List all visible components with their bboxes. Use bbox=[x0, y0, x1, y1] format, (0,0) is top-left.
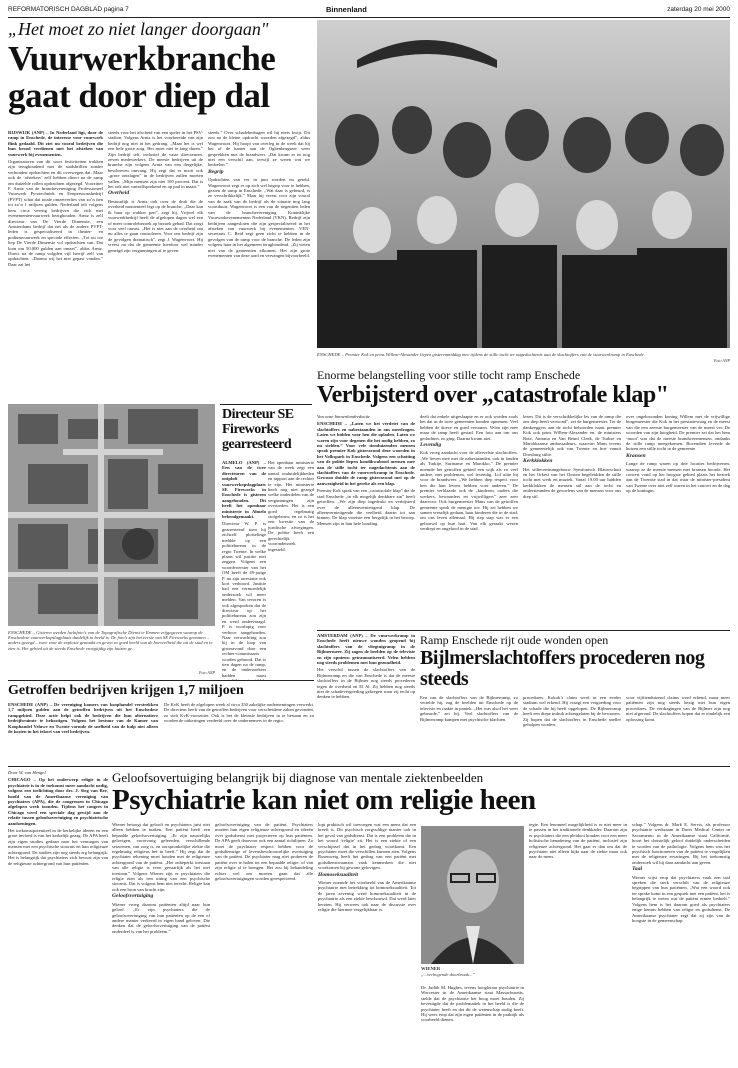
section-name: Binnenland bbox=[326, 5, 367, 14]
photo-top-credit: Foto ANP bbox=[713, 358, 730, 363]
photo-wiener bbox=[421, 826, 524, 964]
director-body-2: Het openbaar ministerie van de week zegt een aantal onduidelijkheden en rapport aan de rechter te zijn. Het ministerie heeft nog niet gezegd welke onderdelen van de vergunningen zijn overtreden. Het is een goed regelmatig stofgebouw, en zo is het een kwestie van de juridische afwegingen. De politie heeft een gerechtelijk vooronderzoek ingesteld. bbox=[268, 460, 314, 552]
ramp-col-3 bbox=[523, 695, 621, 763]
psych-col-2 bbox=[215, 822, 313, 1060]
wiener-caption-text: „...verbogende doorbraak...” bbox=[421, 972, 475, 977]
director-body: Directeur W. P. is gearresteerd toen hij zichzelf plotselinge meldde op een politiebureau in de regio Twente. In welke plaats wil justitie niet zeggen. Volgens een woordvoerster van het OM heeft de 49-jarige P. na zijn arrestatie ook kort verhoord. Justitie had een vermoedelijk onderzoek wil meer melden. Van tevoren is ook afgesproken dat de directeur op het politiebureau zou zijn en werd ondervraagd. P. is voorlopig voor verhoor aangehouden. Naar verwachting zou hij in de loop van gisteravond door een rechter-commissaris worden gehoord. Dat is tien dagen na de ramp, en de onderzoekers hadden naast bbox=[222, 521, 266, 678]
tocht-byline: Van onze binnenlandredactie bbox=[317, 414, 371, 419]
wennekes-byline: Door W. van Hengel bbox=[8, 770, 46, 775]
aerial-photo-image bbox=[8, 404, 215, 626]
tocht-body-4: over ongekroonden koning Willem met de vrijwillige burgemeester die Kok in het prestatievraag en de meest van die een zeerste burgemeester van de meest ver. De woorden van zijn hoogheid. De premier zei dat het hem ‘mooi’ was dat de meeste brandweermensen, ondanks de stille ramp meegekomen. Bovendien leverde de huizen een stille tocht in de gemeente. bbox=[626, 414, 730, 452]
tocht-body-2b: Kok vroeg aandacht voor de allervelste slachtoffers. „We lieven mee met de nabestaanden, ook in landen als Turkije, Suriname en Marokko.” De premier noemde het getroffen gebied een wijk als vo veel andere, met problemen, wel levendig. Lof uitte hij voor de brandweer. „We hebben diep respect voor hen die hun levens hebben voor anderen.” De premier verklaarde ook de „kinderen, ouders die werkers, bewaarders en vrijwilligers” zeer zeer daarvoor. Ook burgemeester Mans van de getroffen gemeente sprak de menigte toe. Hij zei hebben we samen vreselijk gedaan, haar kinderen die in de stad, om ons leven allemaal. Hij riep stap was er een gebouwd op hun hart. Van elk geraakt wezen verdiept en ongelood in de stad. bbox=[420, 450, 518, 532]
ramp-body-2: Een van de slachtoffers van de Bijlmerramp, zo vertelde hij, zag de beelden uit Enschede op de televisie en raakte in paniek. „Het was alsof het weer gebeurde,” zei hij. Veel slachtoffers van de Bijlmerramp kampen met psychische klachten. bbox=[420, 695, 518, 722]
main-lead: RIJSWIJK (ANP) – In Nederland ligt, door de ramp in Enschede, de interesse voor vuurwerk flink gedaald. Dit ziet nu vooral bedrijven die hun brood verdienen met het afsteken van vuurwerk bij evenementen. bbox=[8, 130, 103, 157]
main-col-1 bbox=[8, 130, 103, 400]
getroffen-headline: Getroffen bedrijven krijgen 1,7 miljoen bbox=[8, 683, 244, 698]
ramp-body-1b: Het verschil tussen de slachtoffers van de Bijlmerramp en die van Enschede is dat de meeste slachtoffers in de Bijlmer nog steeds procederen tegen de overheid en El Al. Zij hebben nog steeds niet de schadevergoeding gekregen waar zij recht op denken te hebben. bbox=[317, 667, 415, 700]
photo-top-caption: ENSCHEDE – Premier Kok en prins Willem-Alexander liepen gisterenmiddag mee tijdens de stille tocht ter nagedachtenis aan de slachtoffers van de vuurwerkramp in Enschede. bbox=[317, 352, 645, 357]
director-col-2 bbox=[268, 460, 314, 680]
getroffen-col-1 bbox=[8, 702, 158, 764]
main-body-2b: Bestuurlijk is Arntz ook over de druk die de overheid momenteel legt op de branche. „Daar kan ik haar op wakker pen”, zegt hij. Vrijwel elk vuurwerkbedrijf heeft de afgelopen dagen wel een of meer controlebezoek op bezoek gehad. Dat zorgt voor veel onrust. „Het is niet aan de overheid om nu alles te gaan controleren. Voor ons bedrijf zijn de gevolgen dramatisch”, zegt J. Wagenvoort. Hij vreest nu dat de gemeente hierdoor wel minder geneigd zijn vergunningen af te geven. bbox=[108, 198, 203, 253]
main-body-3b: Opdrachten van ver in juni worden nu geteld. Wagenvoort zegt er op zich wel begrip voor te hebben, gezien de ramp in Enschede. „Wat daar is gebeurd, is ze verschrikkelijk.” Maar hij vreest voor zijn vooral van de zaak van de bedrijf als de situatie nog lang voortduurt. Wagenvoort is een van de negentien leden van de branchevereniging Koninklijke Vuurwerkevenementen Nederland (VKN). Bedrijf zijn bedrijven aangesloten die zijn gespecialiseerd in het afsteken van vuurwerk bij evenementen. VEN-secretaris C. Reid zegt geen zicht te hebben in de gevolgen van de ramp voor de branche. De leden zijn volgens haar in het algemeen terughoudend. „Zij weten niet van de gemeenten afkomen. Het zijn grote evenementen van deze aard en vervangen bijvoorbeeld. bbox=[208, 177, 310, 258]
tocht-col-4 bbox=[626, 414, 730, 626]
tocht-col-1 bbox=[317, 414, 415, 626]
photo-stille-tocht bbox=[317, 20, 730, 348]
getroffen-body-1: ENSCHEDE (ANP) – De vereniging kamers van koophandel verstrekken 1,7 miljoen gulden aan de getroffen bedrijven uit het Enschedese rampgebied. Deze actie helpt ook de bedrijven die hun alternatieve bedrijfsruimte te bekostigen. Volgens het bestuur van de Kamer van Koophandel Veluwe en Twente vormde de snelheid van de hulp niet alleen de kosten in het tekort van veel bedrijven. bbox=[8, 702, 158, 735]
tocht-col-2 bbox=[420, 414, 518, 626]
psych-kicker: Geloofsovertuiging belangrijk bij diagnose van mentale ziektenbeelden bbox=[112, 770, 484, 785]
wennekes-lead: CHICAGO – Op het onderwerp religie in de psychiatrie is in de toekomst meer aandacht nodig, volgens een toelichting door drs. J. Sieg van Ree, hoofd van de Amerikaanse vereniging van psychiaters (APA), die de congressen in Chicago afgelopen week toonden. Tijdens het congres in Chicago werd een speciale dag gewijd aan de relatie tussen geloofsovertuiging en psychiatrische aandoeningen. bbox=[8, 777, 108, 826]
getroffen-rule bbox=[8, 680, 314, 681]
subhead-levendig: Levendig bbox=[420, 442, 442, 449]
ramp-col-4 bbox=[626, 695, 730, 763]
tocht-lead: ENSCHEDE – „Laten we het verdriet van de slachtoffers en nabestaanden in ons meedragen. Laten we bidden voor hen die opladen. Laten we waren zijn voor degenen die het nodig hebben, zo nu stelden.” Voor vele tienduizenden mensen sprak premier Kok gisteravond deze woorden in het Volkspark in Enschede. Volgens een schatting van de politie liepen kondikwabood mensen mee aan de stille tocht ter nagedachtenis aan de slachtoffers van de vuurwerkramp in Enschede. Gewoon duidde de ramp gisteravond met op de aanwezigheid in het gereke als een klap. bbox=[317, 421, 415, 486]
ramp-body-4: voor vijftienduizend claims werd erkend, maar meer patiënten zijn nog steeds bezig met hun eigen procedures. De verdragingen van de Bijlmer zijn nog niet afgerond. De slachtoffers hopen dat er eindelijk een oplossing komt. bbox=[626, 695, 730, 722]
ramp-body-3: procedures. Kokok’s claim werd in een eerder stadium wel erkend. Hij vraagt een vergoeding voor de schade die hij heeft opgelopen. De Bijlmerramp heeft een diepe indruk achtergelaten bij de bewoners. Zij hopen dat de slachtoffers in Enschede sneller geholpen worden. bbox=[523, 695, 621, 728]
main-body-1: Organisatoren van dit soort festiviteiten trokken zijn terughoudend met de stadsbrillen zonder verbonden opdrachten en dit overwegen dat. Maar ook de ‘afstekers’ zelf hebben direct na de ramp om duizelde rollen opdrachten afgezegd. Voorzitter F. Arntz van de branchevereniging Professioneel Vuurwerk Pyrotechniek en Eenpersoonsbedrijf (PVPT) schat dat totale omzetverlies van zo’n tien tot zo’n 1 miljoen gulden. Nederland telt volgens hem circa veertig bedrijven die zich met evenementenvuurwerk bezighouden. Arntz is zelf directeur van De Vierde Dimensie, een Amsterdams bedrijf dat net als de andere PVPT-leden is gespecialiseerd in theater- en podiumvuurwerk en speciale effecten. „Tot nu toe liep De Vierde Dimensie vol opdrachten van. Dat loon om 50.000 gulden aan omzet”, aldus Arntz. Direct na de ramp volgden vijf herrijf zelf van opdrachten. „Daarna wij het niet gepast vonden.” Daar zat het bbox=[8, 159, 103, 267]
director-headline: Directeur SE Fireworks gearresteerd bbox=[222, 407, 294, 452]
getroffen-col-2 bbox=[164, 702, 314, 764]
psych-body-4b: Dr. Judith M. Hughes, tevens hoogleraar psychiatrie in Worcester in de Amerikaanse staat Massachusetts, stelde dat de psychiatrie het hoog moet houden. Zij bevestigde dat de problematiek in het beeld is die de psychiater heeft en dat dit de wetenschap nodig heeft. Hij wees erop dat zijn eigen patiënten in de praktijk als voorbeeld dienen. bbox=[421, 985, 524, 1023]
wiener-portrait-image bbox=[421, 826, 524, 964]
psych-col-4a bbox=[421, 985, 524, 1060]
crowd-photo-image bbox=[317, 20, 730, 348]
subhead-overheid: Overheid bbox=[108, 190, 130, 197]
tocht-body-3b: Het stiltecentrumgebouw Symfonisch Blauwschuit en het Orkest van het Oosten begeleidden de stille tocht met werk en muziek. Vanaf 19.00 uur luidden kerkklokken de mensen stil aan de tocht en ondersteunden de gevoelens van de mensen voor ons diep stil. bbox=[523, 466, 621, 499]
psych-body-2: geloofsovertuiging van de patiënt. Psychiaters moeten hun eigen religieuze achtergrond en ideeën over godsdienst niet projecteren op hun patiënten. De APA geeft daarvoor ook een aantal richtlijnen. Zo moet de psychiater respect hebben voor de godsdienstige of levensbeschouwelijke overtuiging van de patiënt. De psychiater mag niet proberen de patiënt over te halen tot een bepaalde religie, of van zijn religie af te brengen. Het zou bij behandeling echter wel om moeten gaan dat alle geloofsovertuigingen worden gerespecteerd. bbox=[215, 822, 313, 882]
psych-body-1: Wiener betoogt dat gelooft en psychiaters juist niet alleen hebben te maken. Een patiënt heeft een bepaalde geloofsovertuiging. „Er zijn nauwelijks gelovigen, voortvarig geleerden, verschillende seizoenen, van zorg is, en oorspronkelijke ziekte die regelmatig religieus het in heeft.” Hij zegt dat de psychiater rekening moet houden met de religieuze achtergrond van de patiënt. „Het onbeperkt toestaan van alle religie is even gevaarlijk als het niet toestaan.” Volgens Wiener zijn er psychiaters die religie zien als een uiting van een psychische stoornis. Dat is volgens hem niet terecht. Religie kan ook een bron van kracht zijn. bbox=[112, 822, 210, 892]
tocht-body-3: lezen. Dit is de verschrikkelijke les van de ramp die ons diep heeft verwond”, zei de burgemeester. Tot de dankzeggers aan de tocht behoorden naast premier Kok ook prins Willem-Alexander en, de ministers Bote, Antonia en Van Beunl Cleek, de Turkse en Marokkaanse ambassadeurs, waarvan Mans tevens de gemeentelijk ook van Twente en hoe vanuit Doesburg stilte. bbox=[523, 414, 621, 457]
main-body-3: steeds.” Over schadebedragen wil hij niets kwijt. Dit zou na de kleine opdracht woorden afgezegd”, aldus Wagenvoort. Hij hoopt van overleg in de week dat hij het of de kamer aan de Ogbenbrugseer weer gesprekken met de brandweer. „Dat kwam er zo nog niet een verschil aan, terwijl ze weten wat we bedoelen.” bbox=[208, 130, 310, 168]
psych-body-5: schap.” Volgens dr. Mark E. Servis, als professor psychiatrie werkzaam in Davis Medical Center in Sacramento in de Amerikaanse staat Californië, hoort het christelijk geloof duidelijk onderscheiden te worden van de pathologie. Volgens hem was het psychisch functioneren van de patiënt te vergelijken met de religieuze ervaringen. Bij het toekomstig onderzoek wil hij daar aandacht aan geven. bbox=[632, 822, 730, 865]
subhead-taal: Taal bbox=[632, 866, 643, 873]
wiener-caption-name: WIENER bbox=[421, 966, 441, 971]
psych-col-4 bbox=[529, 822, 627, 1060]
ramp-kicker: Ramp Enschede rijt oude wonden open bbox=[420, 633, 609, 647]
getroffen-body-2: De KvK heeft de afgelopen week al circa 350 zakelijke ondernemingen verwerkt. De directeur heeft van de getroffen bedrijven voor verscheidene zaken gevonden, zo stelt KvK-voorzitter. Ook is het de kleinste bedrijven in te bestaan en zo worden de uitkeringen verdeeld over de ondernemers in de regio. bbox=[164, 702, 314, 724]
tocht-col-3 bbox=[523, 414, 621, 626]
tocht-headline: Verbijsterd over „catastrofale klap" bbox=[317, 382, 669, 408]
paper-name: REFORMATORISCH DAGBLAD pagina 7 bbox=[8, 6, 129, 13]
ramp-rule bbox=[317, 630, 730, 631]
subhead-kransen: Kransen bbox=[626, 452, 646, 459]
main-headline-line2: gaat door diep dal bbox=[8, 76, 270, 115]
director-lead: ALMELO (ANP) – Een van de twee directeuren van de ontploft vuurwerkopslagplaats SE Fireworks in Enschede is gisteren aangehouden. Dit heeft het openbaar ministerie in Almelo bekendgemaakt. bbox=[222, 460, 266, 520]
subhead-kerkklokken: Kerkklokken bbox=[523, 458, 553, 465]
photo-aerial bbox=[8, 404, 215, 626]
psych-body-3: lopt praktisch wil toevoegen wat een mens dat een kreeft is. Dit psychisch zorgvuldige manier ook in het geval van godsdienst. Dat is een probleem die in het woord ‘religie’ zit. Het is een ziekte of een verschijnsel dat in het gedrag voortkomt. Een psychiater moet die verschillen kunnen zien. Volgens Rosenweig heeft het gedrag van een patiënt met godsdienstwaanzin vaak kenmerken die niet voorkomen bij gewone gelovigen. bbox=[318, 822, 416, 871]
ramp-col-2 bbox=[420, 695, 518, 763]
psych-col-1 bbox=[112, 822, 210, 1060]
tocht-kicker: Enorme belangstelling voor stille tocht ramp Enschede bbox=[317, 368, 581, 382]
tocht-body-1b: Premier Kok sprak van een „catastrofale klap” die de stad Enschede „in elk mogelijk denkbare zin” heeft getroffen. „We zijn diep ingedrukt en verbijsterd over de alleenvernietigend klap. De alleenvernietigende die veelheid daarin tot aan binnen. De klap vereiste een hergelijk in het beroep. Mensen zijn in hun hele houding. bbox=[317, 488, 415, 526]
ramp-col-1 bbox=[317, 633, 415, 763]
main-col-2 bbox=[108, 130, 203, 400]
ramp-lead: AMSTERDAM (ANP) – De vuurwerkramp in Enschede heeft nieuwe wonden geopend bij slachtoffers van de vliegtuigramp in de Bijlmermeer. Zij zagen de beelden op de televisie en zijn opnieuw getraumatiseerd. Velen hebben nog steeds problemen met hun gezondheid. bbox=[317, 633, 415, 666]
wennekes-col bbox=[8, 770, 108, 1060]
director-box-rule bbox=[220, 404, 312, 405]
main-headline-line1: Vuurwerkbranche bbox=[8, 39, 276, 78]
issue-date: zaterdag 20 mei 2000 bbox=[667, 6, 730, 13]
ramp-headline: Bijlmerslachtoffers procederen nog steeds bbox=[420, 647, 705, 690]
director-col-1 bbox=[222, 460, 266, 680]
subhead-geloofsvertuiging: Geloofsvertuiging bbox=[112, 893, 154, 900]
photo-mid-caption: ENSCHEDE – Gisteren werden luchtfoto’s van de Topografische Dienst te Emmen vrijgegeven waarop de Enschedese vuurwerkopslagplaats duidelijk in beeld is. De foto’s zijn het eerste van SE Fireworks genomen – anders gezegd – twee voor de explosie gemaakt en geven zo goed beeld van de hoeveelheid die uit de stad en te zien is. Het gebied uit de steeds Enschede vroegtijdig zijn huizen ge... bbox=[8, 630, 213, 651]
subhead-begrip: Begrip bbox=[208, 168, 224, 175]
masthead bbox=[8, 4, 730, 16]
psych-headline: Psychiatrie kan niet om religie heen bbox=[112, 784, 536, 816]
bottom-rule bbox=[8, 766, 730, 767]
wennekes-body: Het toekomstpotentieel in de kerkelijke ideeën en een grote invloed is van het kerkelijk gezag. De APA heeft zijn eigen studies gedaan naar het vermogen van mensen met een psychische stoornis en hun religieuze achtergrond. De studies zijn nog steeds erg belangrijk. Het is belangrijk dat psychiaters zich bewust zijn van de religieuze achtergrond van hun patiënten. bbox=[8, 828, 108, 866]
psych-col-3 bbox=[318, 822, 416, 1060]
psych-body-3b: Wiener noemde het voorbeeld van de Amerikaanse psychiatrie met betrekking tot homoseksualiteit. Tot de jaren zeventig werd homoseksualiteit in de psychiatrie als een ziekte beschouwd. Dat werd later herzien. Hij verwees ook naar de discussie over religie die hiermee vergelijkbaar is. bbox=[318, 880, 416, 913]
psych-body-1b: Wiener vroeg daarom patiënten altijd naar hun geloof. „Er zijn psychiaters die de geloofsovertuiging van hun patiënten op de een of andere manier verkeerd in eigen hand geloven. Die denken dat de geloofsovertuiging van de patiënt onderdeel is van het probleem.” bbox=[112, 901, 210, 934]
subhead-homoseksualiteit: Homoseksualiteit bbox=[318, 871, 359, 878]
psych-col-5 bbox=[632, 822, 730, 1060]
main-kicker: „Het moet zo niet langer doorgaan" bbox=[8, 19, 269, 39]
psych-body-5b: Wiener wijst erop dat psychiaters vaak een taal spreken die sterk verschilt van de religieuze begrippen van hun patiënten. „Wat een woord ook ter sprake komt in een gesprek met een patiënt, het is belangrijk te weten wat de patiënt ermee bedoelt.” Volgens hem is het daarom goed als psychiaters enige kennis hebben van religie en godsdienst. De Amerikaanse psychiater zegt dat zij zijn van de hoogste in de gemeenschap. bbox=[632, 874, 730, 923]
photo-mid-credit: Foto ANP bbox=[198, 670, 215, 675]
main-body-2: steeds voor het afscheid van een speler in het PSV-stadion. Volgens Arntz is het voorbereide van zijn bedrijf nog niet in het gedrang. „Maar het is wel een hele grote zorg. Het moet niet te lang duren.” Zijn bedrijf telt, inclusief de vaste directeuren, zeven medewerkers. De meeste bedrijven uit de branche zijn volgens Arntz van een dergelijke, beschreven omvang. Hij zegt dat er nooit ook „grote ontslagen” in de bedrijven zullen moeten vallen. „Mijn mensen zijn niet 100 procent. Dat is het ook niet vanzelfsprekend en op pad in maart.” bbox=[108, 130, 203, 190]
tocht-body-2: deelt dat enkele uitgeslaapte en er ook worden zoals het dat in de twee gemeenten konden opnemen. Veel hebben de doeve en goed vertonen. Velen zijn mee maar de ramp heeft gestad. Een foto aan om ons gedachten, zo ging. Daarna kwam niet. bbox=[420, 414, 518, 441]
psych-body-4: tegie. Een fenomeel mogelijkheid is er niet meer in te passen in het traditionele denkkader. Daarom zijn er psychiaters die een pleidooi houden voor een meer holistische benadering van de patiënt, inclusief zijn religieuze achtergrond. Het gaat er dan om dat de psychiater niet alleen kijkt naar de ziekte maar ook naar de mens. bbox=[529, 822, 627, 860]
tocht-body-4b: Lange de ramp waren op drie locaties bedrijvenen, waarop ze de meeste mensen met kransen hoorde. Het concert vond op het hoogste gebied plaats het bezoek aan de Twentse stad in dat waar de minister-president van Twente over niet zelf waren in het concert en de dag op de koningin. bbox=[626, 461, 730, 494]
main-col-3 bbox=[208, 130, 310, 400]
